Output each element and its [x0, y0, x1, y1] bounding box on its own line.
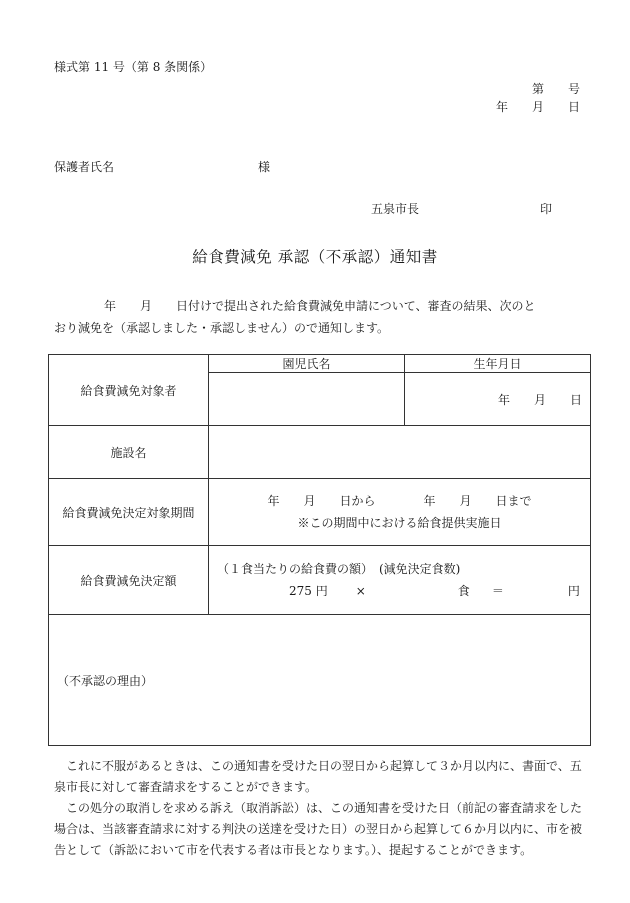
period-range: 年 月 日から 年 月 日まで	[267, 494, 532, 508]
rejection-reason-box[interactable]	[49, 615, 591, 746]
notice-table	[48, 354, 591, 746]
yen-unit: 円	[567, 584, 580, 598]
form-number: 様式第 11 号（第 8 条関係）	[54, 60, 213, 74]
amount-value[interactable]	[209, 546, 591, 615]
intro-line1: 年 月 日付けで提出された給食費減免申請について、審査の結果、次のと	[104, 299, 536, 313]
target-label-cell	[49, 355, 209, 426]
facility-value[interactable]	[209, 426, 591, 479]
rejection-reason-label: （不承認の理由）	[57, 673, 154, 688]
unit-price: 275 円	[289, 584, 328, 598]
target-label: 給食費減免対象者	[80, 383, 177, 398]
appeal-notice	[54, 756, 588, 861]
amount-headers: （１食当たりの給食費の額） (減免決定食数)	[217, 562, 461, 576]
document-title: 給食費減免 承認（不承認）通知書	[192, 248, 438, 266]
lawsuit-paragraph: この処分の取消しを求める訴え（取消訴訟）は、この通知書を受けた日（前記の審査請求をした場合は、当該審査請求に対する判決の送達を受けた日）の翌日から起算して６か月以内に、市を被告として（訴訟において市を代表する者は市長となります。）、提起することができます。	[54, 801, 583, 857]
mayor-title: 五泉市長	[371, 202, 420, 216]
equals-sign: ＝	[491, 584, 504, 598]
period-value[interactable]	[209, 479, 591, 546]
meals-unit: 食	[457, 584, 470, 598]
birthdate-value[interactable]: 年 月 日	[405, 373, 591, 426]
child-name-value[interactable]	[209, 373, 405, 426]
seal-mark: 印	[540, 202, 553, 216]
birthdate-header: 生年月日	[405, 355, 591, 373]
amount-label: 給食費減免決定額	[49, 546, 209, 615]
guardian-name-label: 保護者氏名	[54, 160, 115, 174]
times-sign: ×	[355, 584, 366, 598]
document-number: 第 号	[531, 82, 580, 96]
facility-label: 施設名	[49, 426, 209, 479]
intro-paragraph	[54, 295, 586, 339]
guardian-honorific: 様	[258, 160, 271, 174]
amount-calculation	[217, 580, 590, 602]
period-label: 給食費減免決定対象期間	[49, 479, 209, 546]
issue-date: 年 月 日	[495, 100, 580, 114]
period-note: ※この期間中における給食提供実施日	[297, 516, 502, 530]
child-name-header: 園児氏名	[209, 355, 405, 373]
appeal-paragraph: これに不服があるときは、この通知書を受けた日の翌日から起算して３か月以内に、書面で、五泉市長に対して審査請求をすることができます。	[54, 759, 582, 794]
intro-line2: おり減免を（承認しました・承認しません）ので通知します。	[54, 321, 390, 335]
